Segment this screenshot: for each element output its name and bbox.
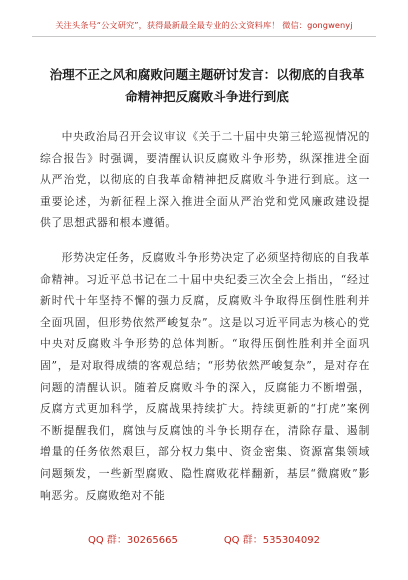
- header-banner: 关注头条号“公文研究”，获得最新最全最专业的公文资料库！ 微信：gongwenyj: [55, 20, 353, 30]
- document-body: [40, 126, 370, 519]
- paragraph: 中央政治局召开会议审议《关于二十届中央第三轮巡视情况的综合报告》时强调，要清醒认识反腐败斗争形势，纵深推进全面从严治党，以彻底的自我革命精神把反腐败斗争进行到底。这一重要论述，为新征程上深入推进全面从严治党和党风廉政建设提供了思想武器和根本遵循。: [40, 130, 370, 230]
- footer-qq-group-2: QQ 群：535304092: [223, 535, 320, 546]
- title-line-1: 治理不正之风和腐败问题主题研讨发言：以彻底的自我革: [49, 67, 365, 82]
- header-divider: [32, 36, 376, 37]
- document-title: [44, 64, 370, 108]
- footer-qq-group-1: QQ 群：30265665: [87, 535, 178, 546]
- footer: [0, 531, 408, 546]
- paragraph: 形势决定任务，反腐败斗争形势决定了必须坚持彻底的自我革命精神。习近平总书记在二十届中央纪委三次全会上指出，“经过新时代十年坚持不懈的强力反腐，反腐败斗争取得压倒性胜利并全面巩固，但形势依然严峻复杂”。这是以习近平同志为核心的党中央对反腐败斗争形势的总体判断。“取得压倒性胜利并全面巩固”，是对取得成绩的客观总结；“形势依然严峻复杂”，是对存在问题的清醒认识。随着反腐败斗争的深入，反腐能力不断增强，反腐方式更加科学，反腐战果持续扩大。持续更新的“打虎”案例不断提醒我们，腐蚀与反腐蚀的斗争长期存在，清除存量、遏制增量的任务依然艰巨，部分权力集中、资金密集、资源富集领域问题频发，一些新型腐败、隐性腐败花样翻新，基层“微腐败”影响恶劣。反腐败绝对不能: [40, 250, 370, 502]
- title-line-2: 命精神把反腐败斗争进行到底: [125, 89, 289, 104]
